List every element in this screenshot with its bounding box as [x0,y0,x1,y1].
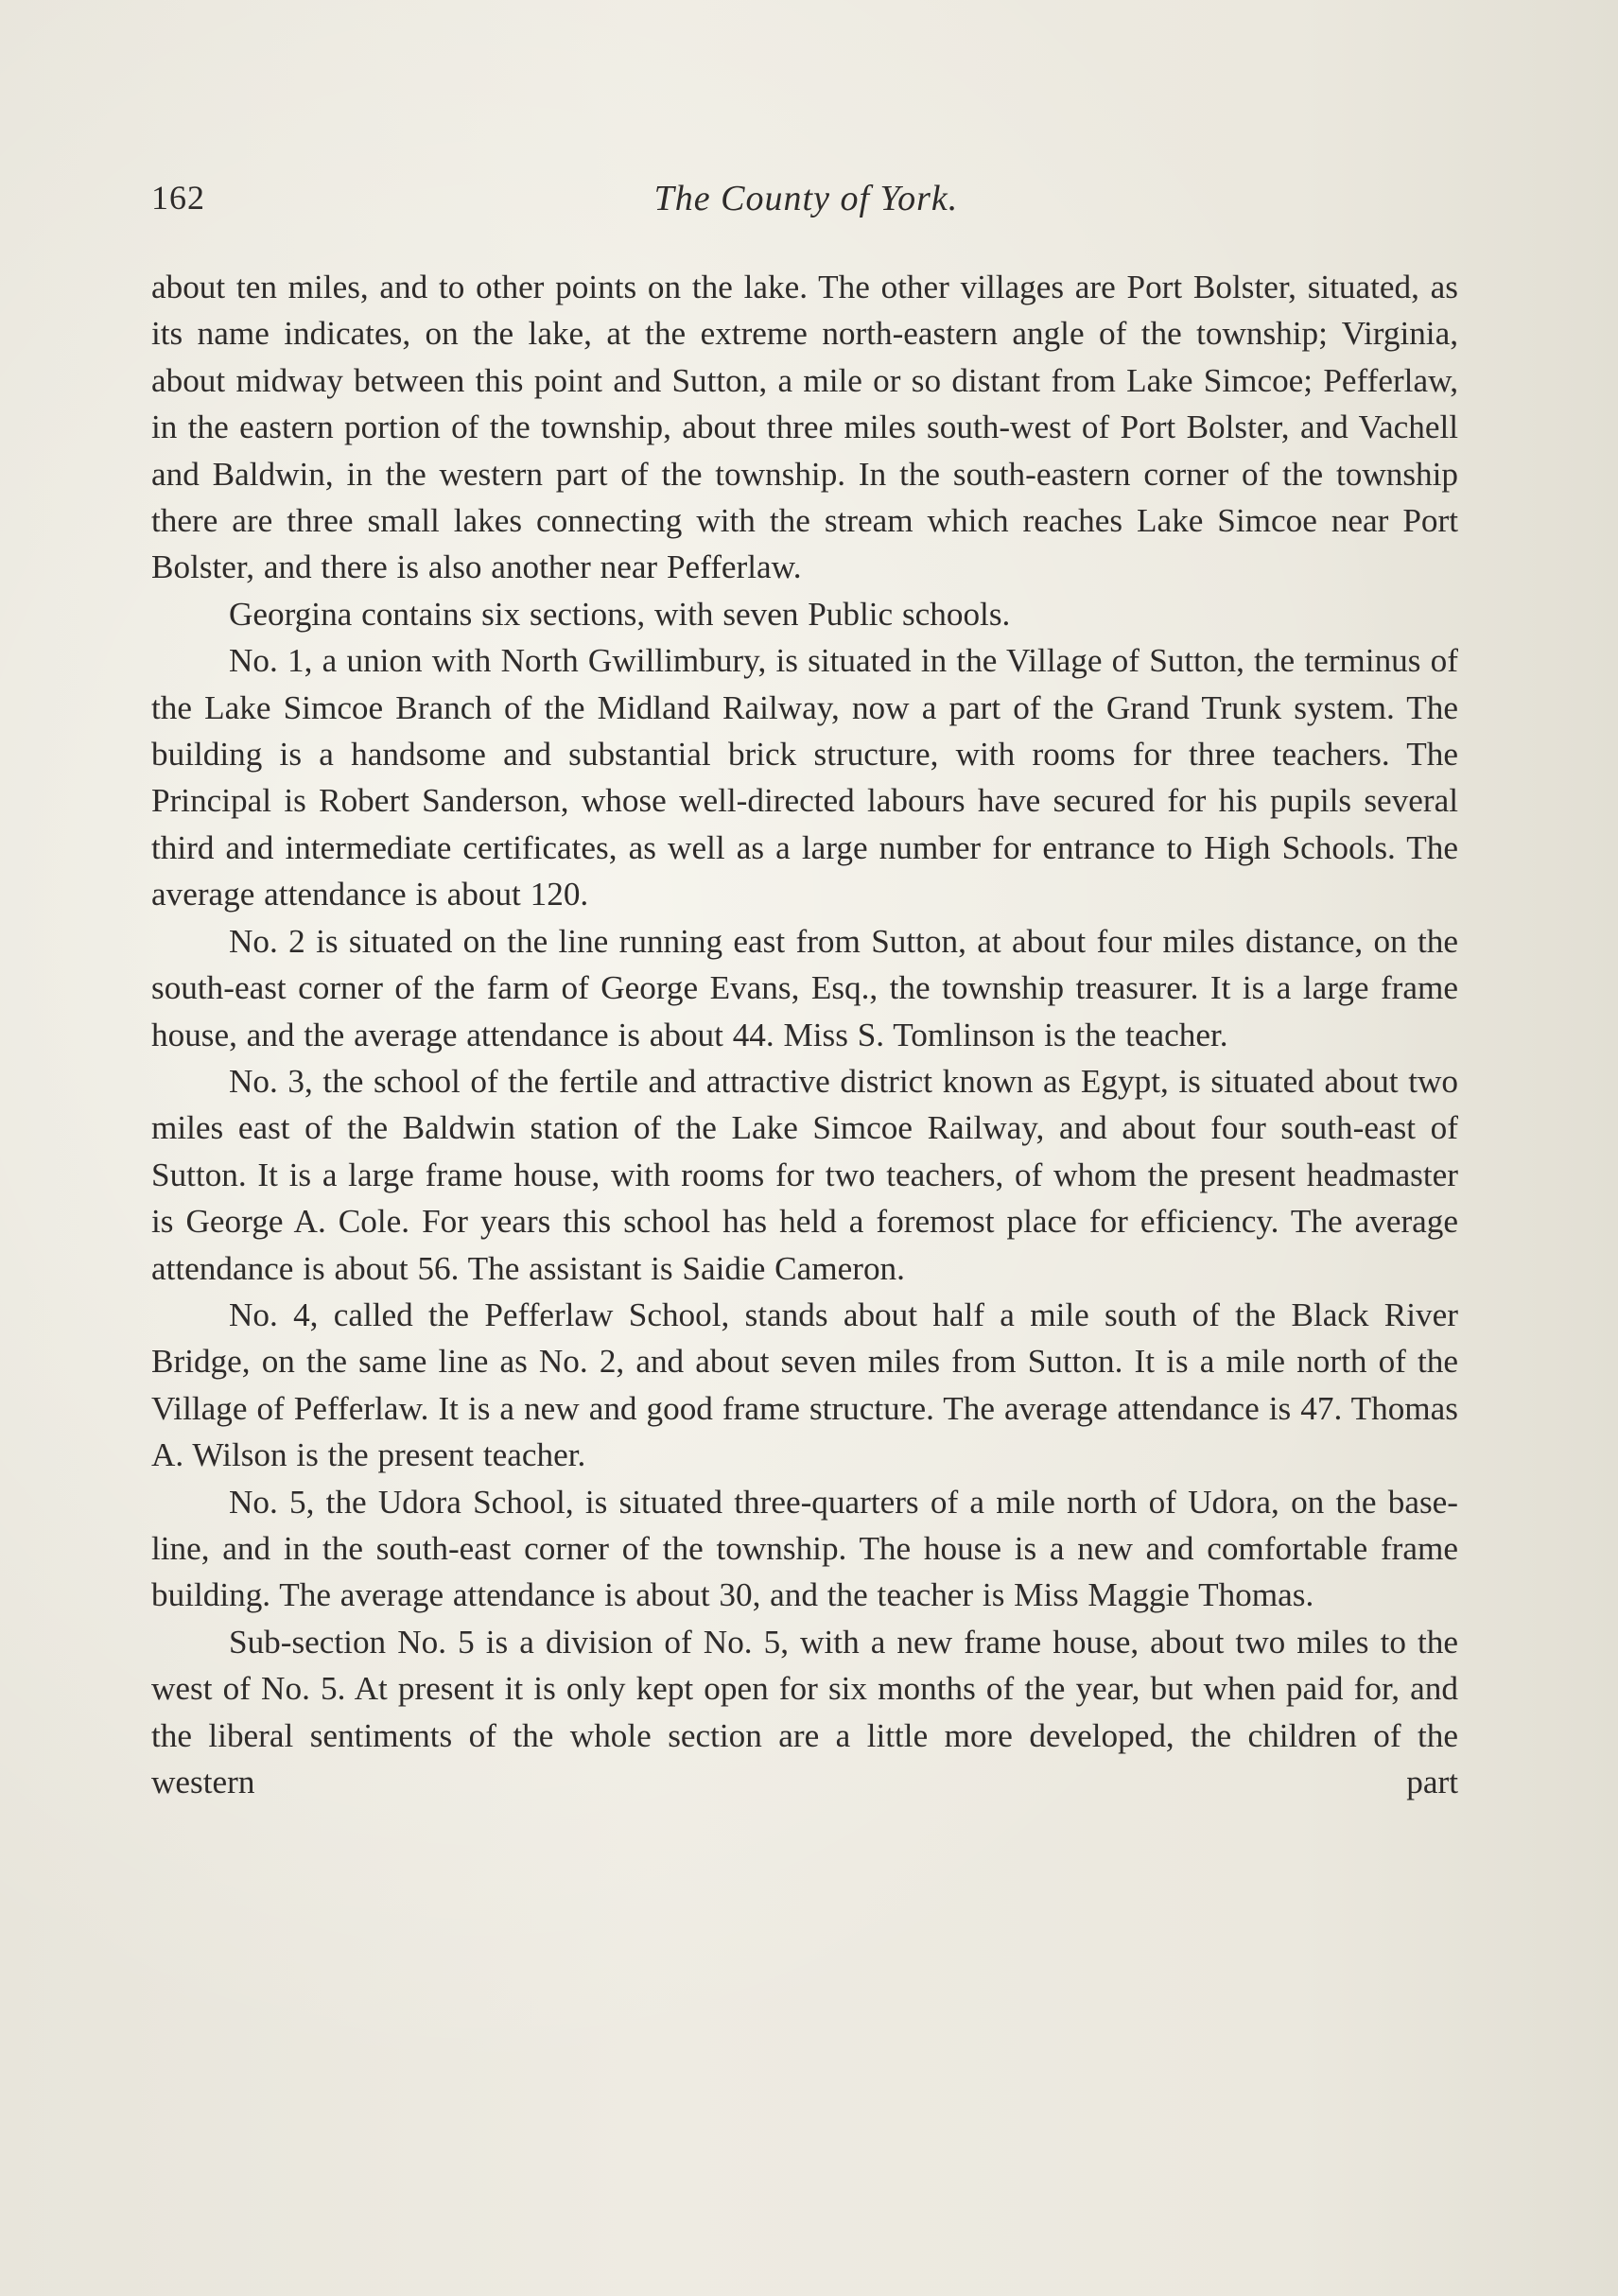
body-text [151,264,1458,1805]
paragraph: No. 1, a union with North Gwillimbury, is situated in the Village of Sutton, the terminus of the Lake Simcoe Branch of the Midland Railway, now a part of the Grand Trunk system. The building is a handsome and substantial brick structure, with rooms for three teachers. The Principal is Robert Sanderson, whose well-directed labours have secured for his pupils several third and intermediate certificates, as well as a large number for entrance to High Schools. The average attendance is about 120. [151,642,1458,913]
page-number: 162 [151,179,205,217]
paragraph: Sub-section No. 5 is a division of No. 5, with a new frame house, about two miles to the west of No. 5. At present it is only kept open for six months of the year, but when paid for, and the liberal sentiments of the whole section are a little more developed, the children of the western part [151,1623,1458,1800]
paragraph: No. 2 is situated on the line running east from Sutton, at about four miles distance, on the south-east corner of the farm of George Evans, Esq., the township treasurer. It is a large frame house, and the average attendance is about 44. Miss S. Tomlinson is the teacher. [151,922,1458,1053]
paragraph: No. 3, the school of the fertile and attractive district known as Egypt, is situated about two miles east of the Baldwin station of the Lake Simcoe Railway, and about four south-east of Sutton. It is a large frame house, with rooms for two teachers, of whom the present headmaster is George A. Cole. For years this school has held a foremost place for efficiency. The average attendance is about 56. The assistant is Saidie Cameron. [151,1062,1458,1287]
paragraph: No. 5, the Udora School, is situated three-quarters of a mile north of Udora, on the base-line, and in the south-east corner of the township. The house is a new and comfortable frame building. The average attendance is about 30, and the teacher is Miss Maggie Thomas. [151,1483,1458,1614]
paragraph: Georgina contains six sections, with seven Public schools. [229,595,1011,633]
running-head [151,178,1461,225]
page-title: The County of York. [653,179,959,218]
paragraph: about ten miles, and to other points on the lake. The other villages are Port Bolster, situated, as its name indicates, on the lake, at the extreme north-eastern angle of the township; Virginia, about midway between this point and Sutton, a mile or so distant from Lake Simcoe; Pefferlaw, in the eastern portion of the township, about three miles south-west of Port Bolster, and Vachell and Baldwin, in the western part of the township. In the south-eastern corner of the township there are three small lakes connecting with the stream which reaches Lake Simcoe near Port Bolster, and there is also another near Pefferlaw. [151,269,1458,586]
paragraph: No. 4, called the Pefferlaw School, stands about half a mile south of the Black River Bridge, on the same line as No. 2, and about seven miles from Sutton. It is a mile north of the Village of Pefferlaw. It is a new and good frame structure. The average attendance is 47. Thomas A. Wilson is the present teacher. [151,1296,1458,1474]
